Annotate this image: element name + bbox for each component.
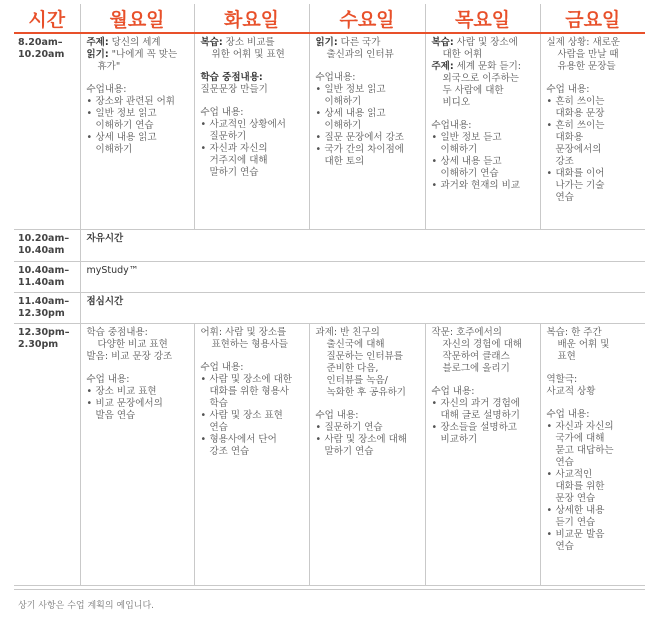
cell-tue-morning: 복습: 장소 비교를 위한 어휘 및 표현 학습 중점내용: 질문문장 만들기 수업 내용: • 사교적인 상황에서 질문하기 • 자신과 자신의 거주지에 대해 말하기 연습 — [194, 33, 309, 229]
header-mon: 월요일 — [80, 4, 194, 33]
lunch-cell: 점심시간 — [80, 292, 645, 323]
cell-mon-afternoon: 학습 중점내용: 다양한 비교 표현 발음: 비교 문장 강조 수업 내용: • 장소 비교 표현 • 비교 문장에서의 발음 연습 — [80, 323, 194, 585]
header-fri: 금요일 — [540, 4, 645, 33]
cell-thu-morning: 복습: 사람 및 장소에 대한 어휘 주제: 세계 문화 듣기: 외국으로 이주하는 두 사람에 대한 비디오 수업내용: • 일반 정보 듣고 이해하기 • 상세 내용 듣고 이해하기 연습 • 과거와 현재의 비교 — [425, 33, 540, 229]
table-row — [14, 292, 645, 323]
cell-wed-morning: 읽기: 다른 국가 출신과의 인터뷰 수업내용: • 일반 정보 읽고 이해하기 • 상세 내용 읽고 이해하기 • 질문 문장에서 강조 • 국가 간의 차이점에 대한 토의 — [309, 33, 425, 229]
time-cell: 10.20am–10.40am — [14, 229, 80, 261]
break-cell: 자유시간 — [80, 229, 645, 261]
time-cell: 8.20am–10.20am — [14, 33, 80, 229]
cell-mon-morning: 주제: 당신의 세계 읽기: "나에게 꼭 맞는 휴가" 수업내용: • 장소와 관련된 어휘 • 일반 정보 읽고 이해하기 연습 • 상세 내용 읽고 이해하기 — [80, 33, 194, 229]
table-row — [14, 33, 645, 229]
table-row — [14, 261, 645, 292]
table-row — [14, 323, 645, 585]
time-cell: 11.40am–12.30pm — [14, 292, 80, 323]
cell-wed-afternoon: 과제: 반 친구의 출신국에 대해 질문하는 인터뷰를 준비한 다음, 인터뷰를 녹음/ 녹화한 후 공유하기 수업 내용: • 질문하기 연습 • 사람 및 장소에 대해 말하기 연습 — [309, 323, 425, 585]
cell-thu-afternoon: 작문: 호주에서의 자신의 경험에 대해 작문하여 클래스 블로그에 올리기 수업 내용: • 자신의 과거 경험에 대해 글로 설명하기 • 장소들을 설명하고 비교하기 — [425, 323, 540, 585]
header-row — [14, 4, 645, 33]
mystudy-cell: myStudy™ — [80, 261, 645, 292]
footnote: 상기 사항은 수업 계획의 예입니다. — [18, 601, 155, 611]
header-thu: 목요일 — [425, 4, 540, 33]
cell-tue-afternoon: 어휘: 사람 및 장소를 표현하는 형용사들 수업 내용: • 사람 및 장소에 대한 대화를 위한 형용사 학습 • 사람 및 장소 표현 연습 • 형용사에서 단어 강조 연습 — [194, 323, 309, 585]
header-tue: 화요일 — [194, 4, 309, 33]
table-row — [14, 229, 645, 261]
footer-divider — [14, 589, 645, 590]
time-cell: 10.40am–11.40am — [14, 261, 80, 292]
header-wed: 수요일 — [309, 4, 425, 33]
cell-fri-morning: 실제 상황: 새로운 사람을 만날 때 유용한 문장들 수업 내용: • 흔히 쓰이는 대화용 문장 • 흔히 쓰이는 대화용 문장에서의 강조 • 대화를 이어 나가는 기술 연습 — [540, 33, 645, 229]
cell-fri-afternoon: 복습: 한 주간 배운 어휘 및 표현 역할극: 사교적 상황 수업 내용: • 자신과 자신의 국가에 대해 묻고 대답하는 연습 • 사교적인 대화를 위한 문장 연습 • 상세한 내용 듣기 연습 • 비교문 발음 연습 — [540, 323, 645, 585]
time-cell: 12.30pm–2.30pm — [14, 323, 80, 585]
schedule-table — [14, 4, 645, 586]
header-time: 시간 — [14, 4, 80, 33]
